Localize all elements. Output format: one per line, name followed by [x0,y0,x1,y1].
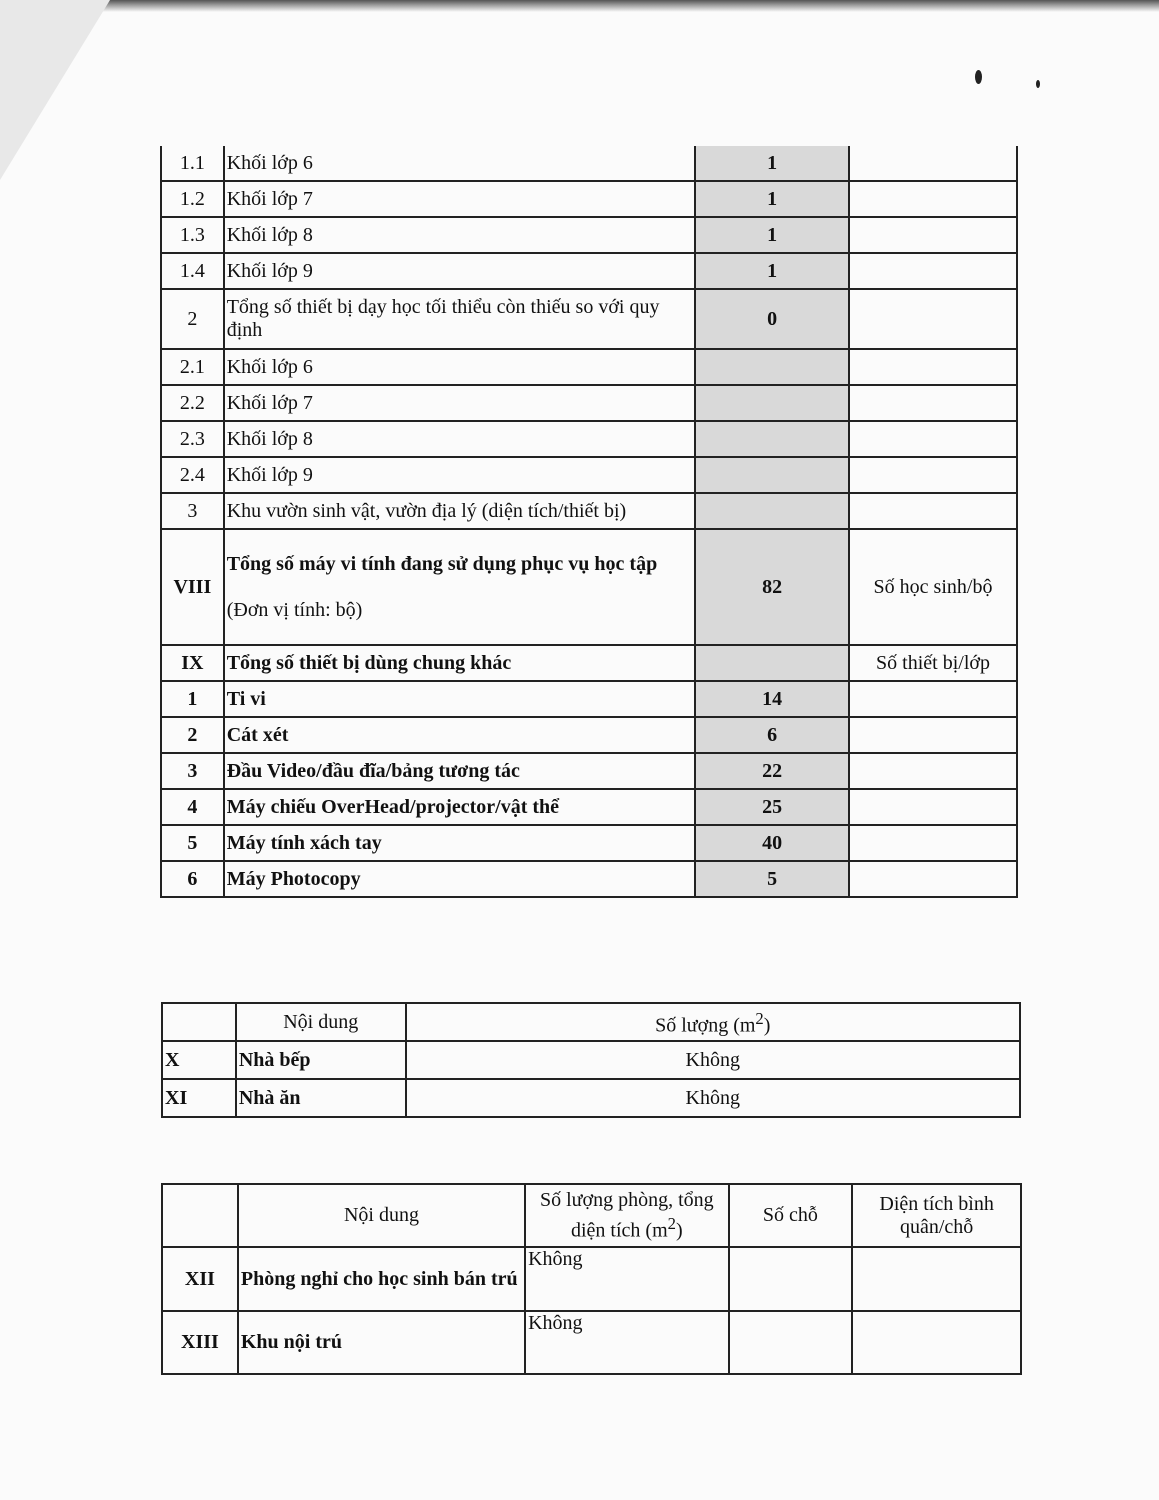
table-row [161,861,1017,897]
row-value: 22 [695,753,849,789]
row-content: Khối lớp 9 [224,253,696,289]
row-number: 2 [161,717,224,753]
row-value [695,421,849,457]
row-value [695,645,849,681]
row-extra [849,289,1017,349]
row-content-note: (Đơn vị tính: bộ) [226,598,363,621]
row-extra [849,253,1017,289]
row-content: Khối lớp 7 [224,181,696,217]
row-content: Nhà ăn [236,1079,406,1117]
row-content: Máy tính xách tay [224,825,696,861]
row-extra [849,385,1017,421]
header-number [162,1003,236,1041]
header-area-per-seat: Diện tích bình quân/chỗ [852,1184,1021,1247]
row-value: 1 [695,181,849,217]
row-number: 5 [161,825,224,861]
table-row [161,825,1017,861]
table-row [161,385,1017,421]
row-number: 1.2 [161,181,224,217]
row-content: Khối lớp 6 [224,349,696,385]
row-content: Tổng số thiết bị dùng chung khác [224,645,696,681]
row-content: Khu nội trú [238,1311,525,1374]
row-extra [849,349,1017,385]
row-value: 14 [695,681,849,717]
row-value: 0 [695,289,849,349]
row-content: Tổng số máy vi tính đang sử dụng phục vụ học tập [226,552,658,575]
row-value: 25 [695,789,849,825]
row-number: 1.3 [161,217,224,253]
row-content: Khối lớp 8 [224,217,696,253]
row-extra [849,861,1017,897]
header-content: Nội dung [238,1184,525,1247]
kitchen-table [161,1002,1021,1118]
header-rooms-end: ) [675,1219,683,1242]
table-row [161,493,1017,529]
row-seats [729,1247,853,1311]
table-row [161,253,1017,289]
row-number: 2.1 [161,349,224,385]
table-row [161,349,1017,385]
table-row [161,421,1017,457]
header-quantity-end: ) [763,1014,771,1037]
row-content: Phòng nghỉ cho học sinh bán trú [238,1247,525,1311]
row-value [695,493,849,529]
table-row [161,457,1017,493]
row-content: Khối lớp 9 [224,457,696,493]
row-number: XI [162,1079,236,1117]
table-header-row [162,1003,1020,1041]
row-quantity: Không [406,1041,1020,1079]
row-number: XIII [162,1311,238,1374]
row-extra: Số thiết bị/lớp [849,645,1017,681]
row-number: 6 [161,861,224,897]
row-number: X [162,1041,236,1079]
table-row [161,789,1017,825]
row-content: Khu vườn sinh vật, vườn địa lý (diện tích/thiết bị) [224,493,696,529]
row-extra [849,825,1017,861]
row-extra [849,789,1017,825]
row-number: 2.3 [161,421,224,457]
row-number: 2 [161,289,224,349]
table-row [161,717,1017,753]
row-value: 1 [695,253,849,289]
header-seats: Số chỗ [729,1184,853,1247]
header-quantity-sup: 2 [755,1008,764,1028]
table-row [161,289,1017,349]
row-rooms: Không [525,1311,729,1374]
row-rooms: Không [525,1247,729,1311]
header-number [162,1184,238,1247]
row-number: 3 [161,753,224,789]
row-number: XII [162,1247,238,1311]
boarding-table [161,1183,1022,1375]
row-number: 3 [161,493,224,529]
row-content: Khối lớp 7 [224,385,696,421]
row-content: Cát xét [224,717,696,753]
row-value [695,457,849,493]
row-number: 4 [161,789,224,825]
header-rooms-text: Số lượng phòng, tổng diện tích (m [540,1188,714,1242]
table-row [161,181,1017,217]
row-value: 1 [695,146,849,181]
table-row [162,1311,1021,1374]
scan-speck [1036,80,1040,88]
scan-speck [975,70,982,84]
row-value: 6 [695,717,849,753]
row-extra [849,753,1017,789]
row-value: 5 [695,861,849,897]
equipment-table [160,146,1018,898]
table-row [162,1247,1021,1311]
row-number: 2.2 [161,385,224,421]
row-extra [849,421,1017,457]
row-content: Đầu Video/đầu đĩa/bảng tương tác [224,753,696,789]
row-number: 1.4 [161,253,224,289]
header-content: Nội dung [236,1003,406,1041]
row-extra [849,493,1017,529]
table-header-row [162,1184,1021,1247]
table-row [162,1041,1020,1079]
page-fold-corner [0,0,110,180]
row-content: Ti vi [224,681,696,717]
header-rooms [525,1184,729,1247]
row-number: 1 [161,681,224,717]
header-rooms-sup: 2 [667,1213,676,1233]
row-extra [849,146,1017,181]
row-value [695,385,849,421]
table-row [161,645,1017,681]
header-quantity [406,1003,1020,1041]
header-quantity-text: Số lượng (m [655,1014,756,1037]
row-value: 1 [695,217,849,253]
row-content: Nhà bếp [236,1041,406,1079]
row-extra [849,681,1017,717]
row-area-per-seat [852,1247,1021,1311]
row-content: Máy chiếu OverHead/projector/vật thể [224,789,696,825]
row-number: VIII [161,529,224,645]
table-row [161,146,1017,181]
row-content: Khối lớp 8 [224,421,696,457]
row-number: 1.1 [161,146,224,181]
row-number: IX [161,645,224,681]
row-quantity: Không [406,1079,1020,1117]
row-content: Tổng số thiết bị dạy học tối thiểu còn thiếu so với quy định [224,289,696,349]
row-extra [849,717,1017,753]
table-row [161,681,1017,717]
table-row [161,217,1017,253]
table-row [161,753,1017,789]
row-number: 2.4 [161,457,224,493]
table-row [162,1079,1020,1117]
row-value: 82 [695,529,849,645]
row-content-group [224,529,696,645]
row-content: Máy Photocopy [224,861,696,897]
row-seats [729,1311,853,1374]
page-top-edge [0,0,1159,12]
table-row [161,529,1017,645]
row-value [695,349,849,385]
row-content: Khối lớp 6 [224,146,696,181]
row-extra [849,181,1017,217]
row-value: 40 [695,825,849,861]
row-extra: Số học sinh/bộ [849,529,1017,645]
row-area-per-seat [852,1311,1021,1374]
row-extra [849,457,1017,493]
row-extra [849,217,1017,253]
